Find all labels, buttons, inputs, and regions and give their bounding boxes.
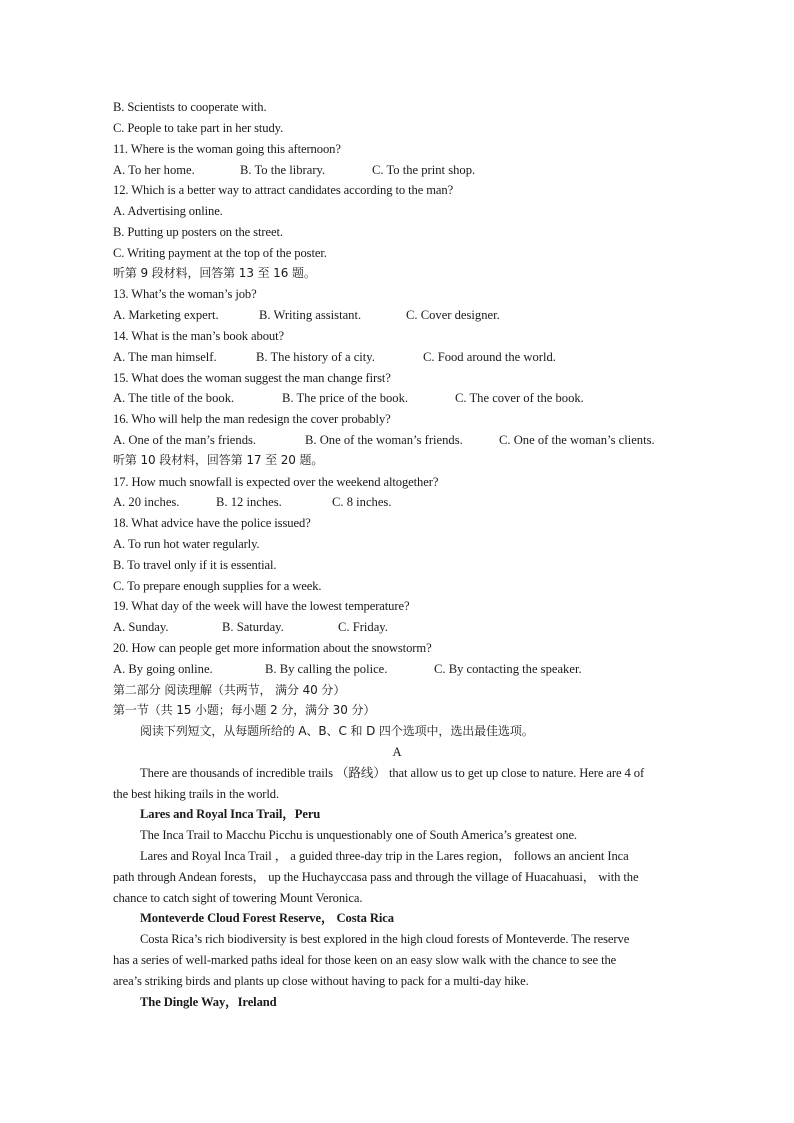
option-line: A. Advertising online.	[113, 204, 223, 218]
option-line: B. Scientists to cooperate with.	[113, 100, 267, 114]
option-c: C. Cover designer.	[406, 308, 500, 322]
paragraph-line: has a series of well-marked paths ideal for those keen on an easy slow walk with the chance to see the	[113, 953, 617, 967]
option-b: B. 12 inches.	[216, 495, 282, 509]
option-b: B. Writing assistant.	[259, 308, 362, 322]
trail-heading: Lares and Royal Inca Trail，Peru	[140, 807, 321, 821]
option-b: B. By calling the police.	[265, 662, 388, 676]
option-a: A. Sunday.	[113, 620, 169, 634]
part-heading: 第二部分 阅读理解（共两节， 满分 40 分）	[113, 683, 346, 697]
paragraph-line: the best hiking trails in the world.	[113, 787, 280, 801]
option-b: B. To the library.	[240, 163, 326, 177]
option-a: A. To her home.	[113, 163, 195, 177]
question-13: 13. What’s the woman’s job?	[113, 287, 257, 301]
question-11: 11. Where is the woman going this afternoon?	[113, 142, 341, 156]
option-c: C. The cover of the book.	[455, 391, 584, 405]
paragraph-line: path through Andean forests， up the Huchayccasa pass and through the village of Huacahuasi， with the	[113, 870, 639, 884]
section-heading: 听第 10 段材料，回答第 17 至 20 题。	[113, 453, 324, 467]
instructions: 阅读下列短文，从每题所给的 A、B、C 和 D 四个选项中，选出最佳选项。	[140, 724, 534, 738]
option-a: A. The title of the book.	[113, 391, 235, 405]
question-19: 19. What day of the week will have the lowest temperature?	[113, 599, 410, 613]
option-line: C. People to take part in her study.	[113, 121, 284, 135]
question-18: 18. What advice have the police issued?	[113, 516, 311, 530]
option-b: B. The history of a city.	[256, 350, 375, 364]
option-a: A. 20 inches.	[113, 495, 180, 509]
trail-heading: Monteverde Cloud Forest Reserve， Costa Rica	[140, 911, 394, 925]
paragraph-line: Lares and Royal Inca Trail ， a guided three-day trip in the Lares region， follows an ancient Inca	[140, 849, 629, 863]
paragraph-line: There are thousands of incredible trails （路线） that allow us to get up close to nature. Here are 4 of	[140, 766, 645, 780]
question-16: 16. Who will help the man redesign the cover probably?	[113, 412, 391, 426]
question-15: 15. What does the woman suggest the man change first?	[113, 371, 391, 385]
paragraph-line: The Inca Trail to Macchu Picchu is unquestionably one of South America’s greatest one.	[140, 828, 577, 842]
option-c: C. Food around the world.	[423, 350, 556, 364]
option-c: C. 8 inches.	[332, 495, 392, 509]
paragraph-line: chance to catch sight of towering Mount Veronica.	[113, 891, 363, 905]
section-heading: 第一节（共 15 小题；每小题 2 分，满分 30 分）	[113, 703, 376, 717]
option-c: C. One of the woman’s clients.	[499, 433, 655, 447]
option-c: C. To the print shop.	[372, 163, 476, 177]
question-14: 14. What is the man’s book about?	[113, 329, 285, 343]
section-heading: 听第 9 段材料，回答第 13 至 16 题。	[113, 266, 316, 280]
paragraph-line: Costa Rica’s rich biodiversity is best explored in the high cloud forests of Monteverde. The reserve	[140, 932, 630, 946]
option-a: A. By going online.	[113, 662, 213, 676]
option-c: C. Friday.	[338, 620, 388, 634]
option-line: B. Putting up posters on the street.	[113, 225, 283, 239]
option-c: C. By contacting the speaker.	[434, 662, 582, 676]
option-line: C. Writing payment at the top of the poster.	[113, 246, 327, 260]
question-17: 17. How much snowfall is expected over the weekend altogether?	[113, 475, 439, 489]
option-b: B. One of the woman’s friends.	[305, 433, 463, 447]
passage-label: A	[392, 745, 402, 759]
option-a: A. The man himself.	[113, 350, 217, 364]
option-b: B. The price of the book.	[282, 391, 409, 405]
option-line: C. To prepare enough supplies for a week.	[113, 579, 322, 593]
option-b: B. Saturday.	[222, 620, 284, 634]
option-a: A. Marketing expert.	[113, 308, 219, 322]
option-line: B. To travel only if it is essential.	[113, 558, 277, 572]
trail-heading: The Dingle Way，Ireland	[140, 995, 277, 1009]
option-line: A. To run hot water regularly.	[113, 537, 260, 551]
option-a: A. One of the man’s friends.	[113, 433, 257, 447]
question-12: 12. Which is a better way to attract candidates according to the man?	[113, 183, 454, 197]
question-20: 20. How can people get more information about the snowstorm?	[113, 641, 432, 655]
paragraph-line: area’s striking birds and plants up close without having to pack for a multi-day hike.	[113, 974, 529, 988]
